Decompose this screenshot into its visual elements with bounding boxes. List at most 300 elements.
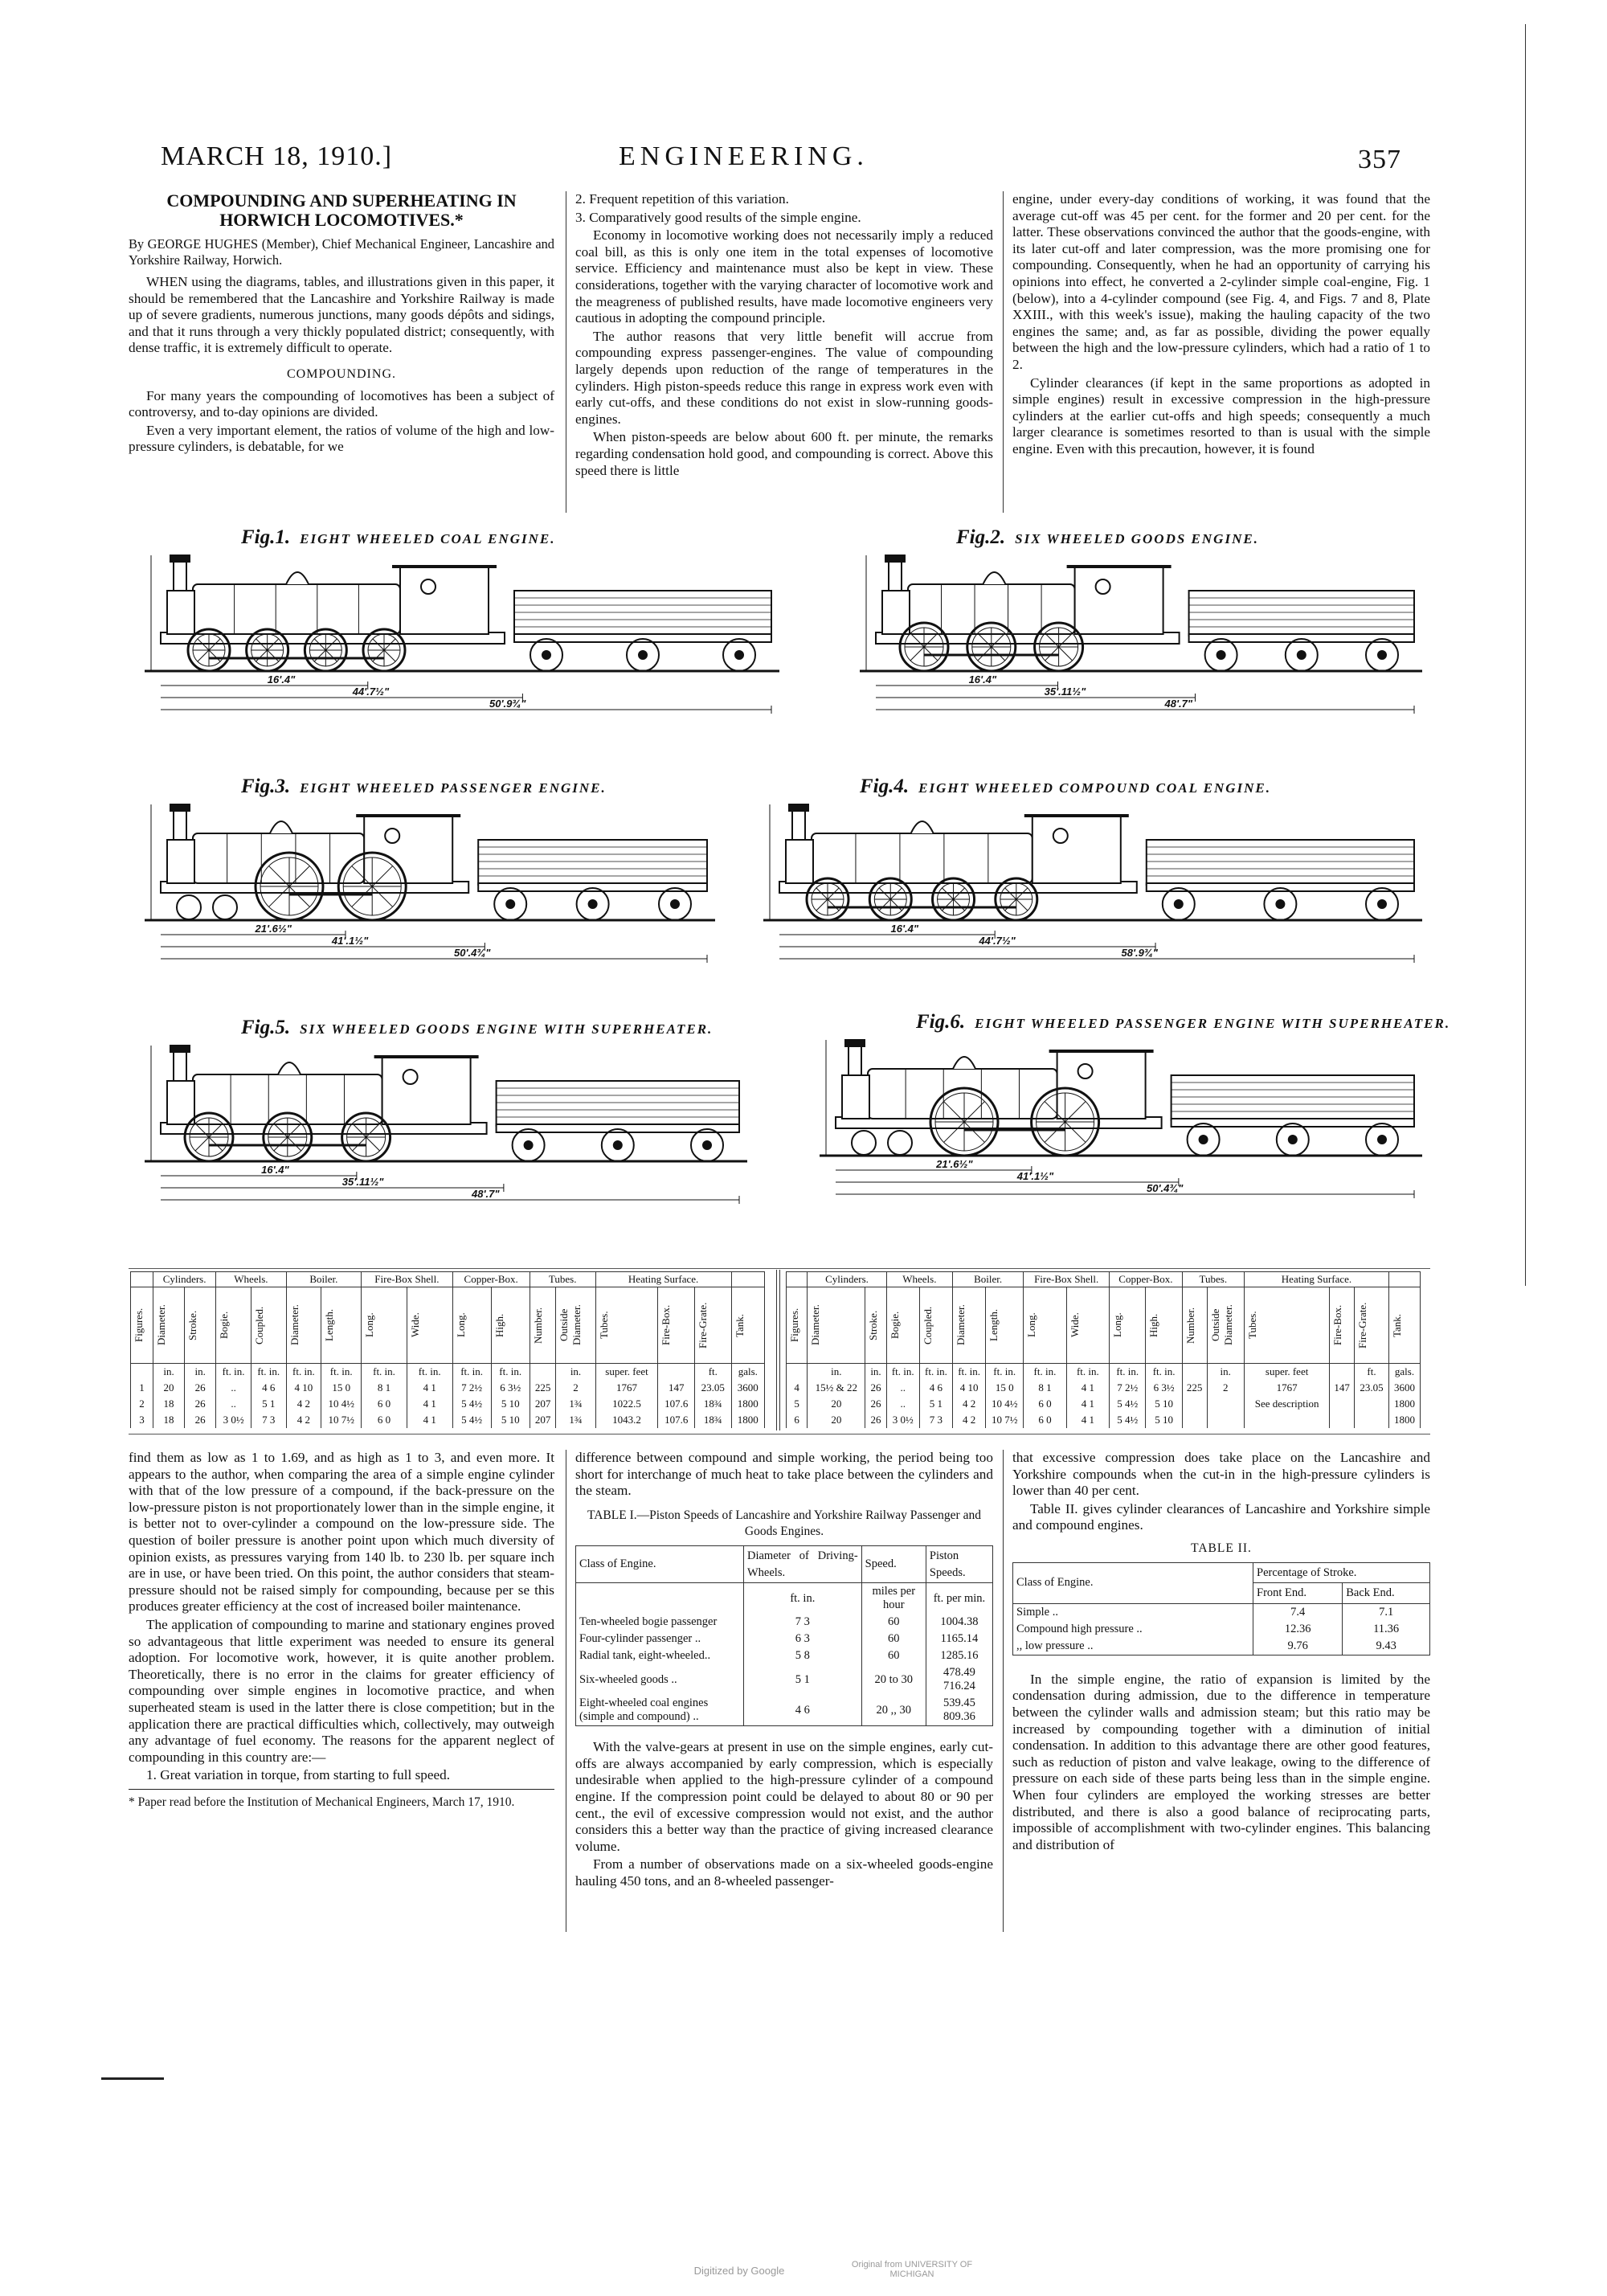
dimension-label: 48'.7" [1164, 698, 1193, 710]
table-group-header: Cylinders. [808, 1272, 886, 1287]
column-6 [1012, 1450, 1430, 1855]
table-cell: 6 3½ [491, 1380, 530, 1396]
table-cell [1355, 1396, 1389, 1412]
article-title: COMPOUNDING AND SUPERHEATING IN HORWICH LOCOMOTIVES.* [166, 190, 517, 230]
table-cell: 60 [861, 1631, 926, 1647]
table-cell: ,, low pressure .. [1013, 1638, 1253, 1655]
column-rule [1003, 1450, 1004, 1932]
table-cell: 478.49 716.24 [926, 1664, 992, 1695]
table-cell: 5 8 [744, 1647, 862, 1664]
table-unit [1182, 1364, 1207, 1381]
table-group-header: Heating Surface. [595, 1272, 731, 1287]
spec-table-right [786, 1271, 1421, 1428]
table-header: Length. [321, 1287, 362, 1364]
table-1-title: TABLE I.—Piston Speeds of Lancashire and Yorkshire Railway Passenger and Goods Engines. [587, 1508, 981, 1539]
table-cell: 23.05 [1355, 1380, 1389, 1396]
figure-caption [956, 526, 1259, 549]
table-group-header: Cylinders. [153, 1272, 215, 1287]
table-cell: 1165.14 [926, 1631, 992, 1647]
figure-caption [241, 776, 607, 798]
table-cell: 1022.5 [595, 1396, 658, 1412]
table-unit [658, 1364, 695, 1381]
table-header: Diameter. [808, 1287, 865, 1364]
table-header: Fire-Box. [658, 1287, 695, 1364]
table-cell: 18¾ [695, 1396, 732, 1412]
table-cell: 5 10 [491, 1412, 530, 1428]
table-row [576, 1695, 993, 1726]
table-cell: 7.4 [1253, 1603, 1343, 1621]
table-cell: 26 [185, 1412, 216, 1428]
table-cell: 7 3 [744, 1614, 862, 1631]
margin-rule [1525, 24, 1526, 1286]
table-cell: 5 1 [919, 1396, 952, 1412]
table-cell: 4 6 [251, 1380, 286, 1396]
table-cell: 4 2 [286, 1396, 321, 1412]
table-row [1013, 1638, 1430, 1655]
table-unit: ft. in. [452, 1364, 491, 1381]
table-header: Coupled. [919, 1287, 952, 1364]
table-cell: 4 1 [1066, 1412, 1109, 1428]
paragraph: In the simple engine, the ratio of expansion is limited by the condensation during admission, due to the difference in temperature between the cylinder walls and admission steam; but this ratio may be increased by compounding together with a diminution of initial condensation. In addition to this advantage there are other good features, such as reduction of piston and valve leakage, owing to the difference of pressure on each side of these parts being less than in the simple engine. When four cylinders are employed the working stresses are better distributed, and there is also a good balance of reciprocating parts, impossible of accomplishment with two-cylinder engines. This balancing and distribution of [1012, 1671, 1430, 1852]
table-header: Tubes. [595, 1287, 658, 1364]
table-cell: 4 6 [919, 1380, 952, 1396]
paragraph: When piston-speeds are below about 600 ft. per minute, the remarks regarding condensation hold good, and compounding is correct. Above this speed there is little [575, 429, 993, 478]
table-cell: 10 4½ [321, 1396, 362, 1412]
table-header: Front End. [1253, 1583, 1343, 1604]
table-cell: 4 2 [953, 1396, 986, 1412]
table-cell: 5 10 [491, 1396, 530, 1412]
table-cell: 15½ & 22 [808, 1380, 865, 1396]
table-cell: 4 6 [744, 1695, 862, 1726]
byline: By GEORGE HUGHES (Member), Chief Mechanical Engineer, Lancashire and Yorkshire Railway, Horwich. [129, 236, 554, 268]
table-cell: 9.76 [1253, 1638, 1343, 1655]
table-header: Class of Engine. [576, 1545, 744, 1582]
table-cell: 26 [185, 1380, 216, 1396]
table-unit [787, 1364, 808, 1381]
table-unit: ft. in. [1146, 1364, 1182, 1381]
paragraph: WHEN using the diagrams, tables, and illustrations given in this paper, it should be remembered that the Lancashire and Yorkshire Railway is made up of severe gradients, numerous junctions, many goods dépôts and sidings, and that it runs through a very thickly populated district; consequently, with dense traffic, it is extremely difficult to operate. [129, 274, 554, 356]
figure-number: Fig.1. [241, 526, 291, 548]
table-2 [1012, 1562, 1430, 1655]
table-cell: 5 4½ [452, 1396, 491, 1412]
table-unit [1330, 1364, 1355, 1381]
column-1 [129, 191, 554, 457]
paragraph: 1. Great variation in torque, from starting to full speed. [146, 1767, 451, 1783]
table-cell: 4 1 [407, 1380, 452, 1396]
table-unit: in. [556, 1364, 595, 1381]
figure-caption [241, 526, 556, 549]
table-unit: ft. in. [919, 1364, 952, 1381]
table-header: Piston Speeds. [926, 1545, 992, 1582]
table-group-header: Copper-Box. [1110, 1272, 1183, 1287]
table-cell: 6 0 [1024, 1396, 1066, 1412]
table-unit: miles per hour [861, 1583, 926, 1615]
table-cell: 5 4½ [1110, 1396, 1146, 1412]
table-cell: Four-cylinder passenger .. [576, 1631, 744, 1647]
table-cell: Compound high pressure .. [1013, 1621, 1253, 1638]
table-unit: ft. in. [953, 1364, 986, 1381]
table-cell: 11.36 [1343, 1621, 1430, 1638]
table-header: Outside Diameter. [1207, 1287, 1244, 1364]
table-cell: .. [886, 1380, 919, 1396]
spec-table [130, 1271, 765, 1428]
dimension-label: 16'.4" [267, 673, 296, 686]
table-header: Back End. [1343, 1583, 1430, 1604]
figure-number: Fig.3. [241, 776, 291, 797]
table-cell: 207 [530, 1396, 556, 1412]
table-cell: 18 [153, 1396, 184, 1412]
table-header: Bogie. [216, 1287, 251, 1364]
table-unit: ft. in. [1066, 1364, 1109, 1381]
table-group-header: Heating Surface. [1244, 1272, 1388, 1287]
table-row [787, 1412, 1421, 1428]
table-cell: 107.6 [658, 1412, 695, 1428]
table-cell: 3 [131, 1412, 153, 1428]
dimension-label: 21'.6½" [255, 923, 292, 935]
dimension-label: 35'.11½" [1044, 686, 1086, 698]
table-header: Wide. [407, 1287, 452, 1364]
table-row [576, 1631, 993, 1647]
figure-title: EIGHT WHEELED PASSENGER ENGINE. [300, 780, 607, 796]
table-row [131, 1412, 765, 1428]
source-watermark: Original from UNIVERSITY OF MICHIGAN [851, 2260, 973, 2279]
table-divider [776, 1270, 780, 1430]
table-unit: gals. [731, 1364, 764, 1381]
locomotive-drawing [860, 550, 1430, 751]
table-unit: ft. [695, 1364, 732, 1381]
table-unit: in. [185, 1364, 216, 1381]
table-cell [1182, 1396, 1207, 1412]
table-cell: 10 7½ [986, 1412, 1024, 1428]
table-unit: super. feet [1244, 1364, 1329, 1381]
table-cell: 6 [787, 1412, 808, 1428]
paragraph: that excessive compression does take place on the Lancashire and Yorkshire compounds when the cut-in in the high-pressure cylinders is lower than 40 per cent. [1012, 1450, 1430, 1499]
table-cell: 6 0 [362, 1396, 407, 1412]
dimension-label: 50'.9¾" [489, 698, 526, 710]
table-cell: 1¾ [556, 1412, 595, 1428]
paragraph: difference between compound and simple working, the period being too short for interchange of much heat to take place between the cylinders and the steam. [575, 1450, 993, 1499]
table-cell: 1004.38 [926, 1614, 992, 1631]
table-cell: 20 [808, 1396, 865, 1412]
table-cell: 225 [1182, 1380, 1207, 1396]
table-cell: 18 [153, 1412, 184, 1428]
table-header: Tank. [731, 1287, 764, 1364]
table-group-header [131, 1272, 153, 1287]
table-cell: 3600 [1389, 1380, 1421, 1396]
table-cell: 5 1 [251, 1396, 286, 1412]
table-header: Diameter. [953, 1287, 986, 1364]
paragraph: With the valve-gears at present in use on the simple engines, early cut-offs are always accompanied by early compression, which is especially undesirable when applied to the high-pressure cylinder of a compound engine. If the compression point could be delayed to about 80 or 90 per cent., the evil of excessive compression would not exist, and the author considers this a better way than the practice of giving increased clearance volume. [575, 1739, 993, 1854]
table-header: Percentage of Stroke. [1253, 1562, 1430, 1583]
table-cell: 1767 [595, 1380, 658, 1396]
table-cell: 20 [808, 1412, 865, 1428]
table-header: Long. [452, 1287, 491, 1364]
table-unit: ft. in. [986, 1364, 1024, 1381]
table-cell: 4 [787, 1380, 808, 1396]
table-cell: 3 0½ [886, 1412, 919, 1428]
table-cell: 6 0 [1024, 1412, 1066, 1428]
table-cell: 18¾ [695, 1412, 732, 1428]
paragraph: For many years the compounding of locomotives has been a subject of controversy, and to-day opinions are divided. [129, 387, 554, 420]
table-cell: 2 [556, 1380, 595, 1396]
table-cell: .. [216, 1380, 251, 1396]
table-cell: 8 1 [362, 1380, 407, 1396]
dimension-label: 35'.11½" [341, 1176, 384, 1188]
table-group-header: Fire-Box Shell. [362, 1272, 452, 1287]
table-group-header: Wheels. [216, 1272, 286, 1287]
figure-number: Fig.2. [956, 526, 1006, 548]
table-header: Speed. [861, 1545, 926, 1582]
table-unit: ft. in. [407, 1364, 452, 1381]
table-unit: ft. in. [1110, 1364, 1146, 1381]
table-cell: 107.6 [658, 1396, 695, 1412]
table-cell [1330, 1396, 1355, 1412]
table-row [576, 1664, 993, 1695]
paragraph: engine, under every-day conditions of working, it was found that the average cut-off was 45 per cent. for the former and 20 per cent. for the latter. These observations convinced the author that the goods-engine, with its later cut-off and later compression, was the more promising one for compounding. Consequently, when he had an opportunity of carrying his opinions into effect, he converted a 2-cylinder simple coal-engine, Fig. 1 (below), into a 4-cylinder compound (see Fig. 4, and Figs. 7 and 8, Plate XXIII., with this week's issue), making the hauling capacity of the two engines the same; and, as far as possible, dividing the power equally between the high and the low-pressure cylinders, which had a ratio of 1 to 2. [1012, 191, 1430, 372]
paragraph: Even a very important element, the ratios of volume of the high and low-pressure cylinders, is debatable, for we [129, 422, 554, 455]
dimension-label: 50'.4¾" [454, 947, 491, 959]
table-unit: ft. in. [886, 1364, 919, 1381]
table-cell: 4 2 [953, 1412, 986, 1428]
table-header: Bogie. [886, 1287, 919, 1364]
figure-caption [241, 1017, 713, 1039]
table-group-header: Boiler. [286, 1272, 362, 1287]
dimension-label: 44'.7½" [979, 935, 1016, 947]
table-header: High. [491, 1287, 530, 1364]
dimension-label: 16'.4" [261, 1164, 289, 1176]
figure-number: Fig.4. [860, 776, 910, 797]
table-unit: ft. in. [491, 1364, 530, 1381]
table-header: Tubes. [1244, 1287, 1329, 1364]
paragraph: 3. Comparatively good results of the simple engine. [575, 209, 861, 225]
table-cell: 26 [865, 1412, 886, 1428]
table-cell: Ten-wheeled bogie passenger [576, 1614, 744, 1631]
table-cell [1355, 1412, 1389, 1428]
figure-title: SIX WHEELED GOODS ENGINE WITH SUPERHEATER. [300, 1021, 714, 1037]
column-4 [129, 1450, 554, 1810]
table-header: Long. [1110, 1287, 1146, 1364]
table-cell: 2 [131, 1396, 153, 1412]
table-header: Diameter. [286, 1287, 321, 1364]
table-cell: 1767 [1244, 1380, 1329, 1396]
table-cell: 5 10 [1146, 1396, 1182, 1412]
table-group-header: Wheels. [886, 1272, 952, 1287]
table-cell: 6 3½ [1146, 1380, 1182, 1396]
table-cell: 1800 [1389, 1396, 1421, 1412]
table-cell: 60 [861, 1614, 926, 1631]
table-header: Fire-Grate. [1355, 1287, 1389, 1364]
table-unit: ft. in. [362, 1364, 407, 1381]
digitized-watermark: Digitized by Google [693, 2265, 785, 2277]
dimension-label: 21'.6½" [936, 1158, 973, 1170]
table-unit: ft. [1355, 1364, 1389, 1381]
column-rule [1003, 191, 1004, 513]
locomotive-drawing [145, 800, 723, 1001]
figure-title: EIGHT WHEELED COAL ENGINE. [300, 531, 556, 546]
table-cell: 7 3 [919, 1412, 952, 1428]
table-header: Wide. [1066, 1287, 1109, 1364]
table-cell: 20 to 30 [861, 1664, 926, 1695]
table-row [576, 1614, 993, 1631]
table-unit: ft. in. [286, 1364, 321, 1381]
table-unit [530, 1364, 556, 1381]
locomotive-drawing [763, 800, 1430, 1001]
table-1 [575, 1545, 993, 1726]
table-row [787, 1380, 1421, 1396]
dimension-label: 41'.1½" [331, 935, 369, 947]
table-cell [1182, 1412, 1207, 1428]
table-cell: 5 4½ [1110, 1412, 1146, 1428]
column-5 [575, 1450, 993, 1892]
figure-title: EIGHT WHEELED COMPOUND COAL ENGINE. [918, 780, 1271, 796]
table-cell: 1¾ [556, 1396, 595, 1412]
table-group-header [1389, 1272, 1421, 1287]
table-header: Long. [362, 1287, 407, 1364]
table-cell: 4 10 [953, 1380, 986, 1396]
dimension-label: 58'.9¾" [1121, 947, 1158, 959]
table-cell: 5 4½ [452, 1412, 491, 1428]
table-cell: 15 0 [986, 1380, 1024, 1396]
table-header: Fire-Box. [1330, 1287, 1355, 1364]
table-group-header: Tubes. [1182, 1272, 1244, 1287]
dimension-label: 16'.4" [890, 923, 919, 935]
table-cell: 4 1 [1066, 1380, 1109, 1396]
table-rule [129, 1268, 1430, 1269]
paragraph: Cylinder clearances (if kept in the same proportions as adopted in simple engines) result in excessive compression in the high-pressure cylinders at the earlier cut-offs and high speeds; consequently a much larger clearance is sometimes resorted to than is usual with the simple engine. Even with this precaution, however, it is found [1012, 374, 1430, 456]
table-header: Outside Diameter. [556, 1287, 595, 1364]
table-cell: 3600 [731, 1380, 764, 1396]
table-row [131, 1396, 765, 1412]
table-cell: 1043.2 [595, 1412, 658, 1428]
table-cell: 7 3 [251, 1412, 286, 1428]
table-group-header [787, 1272, 808, 1287]
table-cell: 1800 [731, 1396, 764, 1412]
table-cell: 20 ,, 30 [861, 1695, 926, 1726]
table-cell: 207 [530, 1412, 556, 1428]
journal-title: ENGINEERING. [619, 141, 869, 171]
table-cell: 5 [787, 1396, 808, 1412]
table-unit: ft. in. [744, 1583, 862, 1615]
table-2-title: TABLE II. [1191, 1541, 1252, 1555]
table-unit: ft. in. [321, 1364, 362, 1381]
table-cell: 1285.16 [926, 1647, 992, 1664]
dimension-label: 50'.4¾" [1147, 1182, 1184, 1194]
table-header: Tank. [1389, 1287, 1421, 1364]
table-cell: 12.36 [1253, 1621, 1343, 1638]
table-cell: 8 1 [1024, 1380, 1066, 1396]
table-cell: Eight-wheeled coal engines (simple and compound) .. [576, 1695, 744, 1726]
table-cell [1207, 1412, 1244, 1428]
table-row [576, 1647, 993, 1664]
table-cell: 7 2½ [452, 1380, 491, 1396]
table-cell: 1800 [731, 1412, 764, 1428]
column-2 [575, 191, 993, 481]
spec-table [786, 1271, 1421, 1428]
table-header: Number. [1182, 1287, 1207, 1364]
table-header: Coupled. [251, 1287, 286, 1364]
table-header: Figures. [131, 1287, 153, 1364]
table-header: Figures. [787, 1287, 808, 1364]
table-cell: 60 [861, 1647, 926, 1664]
table-cell: 4 2 [286, 1412, 321, 1428]
table-cell: 539.45 809.36 [926, 1695, 992, 1726]
table-cell: 26 [185, 1396, 216, 1412]
table-cell: 5 10 [1146, 1412, 1182, 1428]
table-cell: 23.05 [695, 1380, 732, 1396]
table-cell: 15 0 [321, 1380, 362, 1396]
table-header: Stroke. [185, 1287, 216, 1364]
table-unit: ft. per min. [926, 1583, 992, 1615]
dimension-label: 44'.7½" [352, 686, 390, 698]
table-cell: 20 [153, 1380, 184, 1396]
figure-number: Fig.5. [241, 1017, 291, 1038]
table-cell: 9.43 [1343, 1638, 1430, 1655]
table-header: High. [1146, 1287, 1182, 1364]
paragraph: Economy in locomotive working does not necessarily imply a reduced coal bill, as this is only one item in the total expenses of locomotive service. Efficiency and maintenance must also be kept in view. These considerations, together with the varying character of locomotive work and the meagreness of published results, have made locomotive engineers very cautious in adopting the compound principle. [575, 227, 993, 326]
table-group-header: Copper-Box. [452, 1272, 530, 1287]
table-cell: 6 0 [362, 1412, 407, 1428]
table-cell: 7.1 [1343, 1603, 1430, 1621]
figure-number: Fig.6. [916, 1011, 966, 1033]
dimension-label: 48'.7" [472, 1188, 500, 1200]
table-cell [1244, 1412, 1329, 1428]
table-unit: super. feet [595, 1364, 658, 1381]
table-group-header: Boiler. [953, 1272, 1024, 1287]
paragraph: The application of compounding to marine and stationary engines proved so advantageous that little experiment was needed to ensure its general adoption. For locomotive work, however, it is quite another problem. Theoretically, there is no error in the claims for greater efficiency of compounding over simple engines in locomotive practice, and when superheated steam is used in the latter there is close competition; but in the application there are practical difficulties which, collectively, may outweigh any advantage of fuel economy. The reasons for the apparent neglect of compounding in this country are:— [129, 1616, 554, 1765]
table-unit: in. [153, 1364, 184, 1381]
table-group-header: Tubes. [530, 1272, 595, 1287]
table-cell: .. [216, 1396, 251, 1412]
table-header: Class of Engine. [1013, 1562, 1253, 1603]
table-group-header: Fire-Box Shell. [1024, 1272, 1110, 1287]
table-unit [576, 1583, 744, 1615]
table-unit: ft. in. [251, 1364, 286, 1381]
table-cell: 4 10 [286, 1380, 321, 1396]
table-header: Number. [530, 1287, 556, 1364]
table-cell: Six-wheeled goods .. [576, 1664, 744, 1695]
table-group-header [731, 1272, 764, 1287]
table-cell: 3 0½ [216, 1412, 251, 1428]
table-cell: 1 [131, 1380, 153, 1396]
paragraph: 2. Frequent repetition of this variation. [575, 191, 789, 207]
table-cell: 4 1 [407, 1412, 452, 1428]
paragraph: find them as low as 1 to 1.69, and as high as 1 to 3, and even more. It appears to the author, when comparing the area of a simple engine cylinder with that of the low pressure of a compound, if the back-pressure on the low-pressure piston is not proportionately lower than in the simple engine, it is better not to over-cylinder a compound on the low-pressure side. The question of boiler pressure is another point upon which much diversity of opinion exists, as pressures varying from 140 lb. to 230 lb. per square inch are in use, or have been tried. On this point, the author considers that steam-pressure should not be raised simply for compounding, because per se this produces greater efficiency at the cost of increased boiler maintenance. [129, 1450, 554, 1615]
table-cell: 147 [658, 1380, 695, 1396]
table-cell: 7 2½ [1110, 1380, 1146, 1396]
table-row [787, 1396, 1421, 1412]
table-header: Fire-Grate. [695, 1287, 732, 1364]
figure-caption [860, 776, 1271, 798]
table-cell: 26 [865, 1396, 886, 1412]
page-number: 357 [1358, 145, 1401, 174]
table-unit: ft. in. [216, 1364, 251, 1381]
table-unit: in. [1207, 1364, 1244, 1381]
ink-mark [101, 2077, 164, 2080]
table-row [1013, 1621, 1430, 1638]
table-header: Long. [1024, 1287, 1066, 1364]
figure-title: EIGHT WHEELED PASSENGER ENGINE WITH SUPERHEATER. [975, 1016, 1451, 1031]
table-cell: Simple .. [1013, 1603, 1253, 1621]
table-row [1013, 1603, 1430, 1621]
dimension-label: 16'.4" [968, 673, 997, 686]
running-date: MARCH 18, 1910.] [161, 141, 393, 171]
table-cell: 225 [530, 1380, 556, 1396]
figure-caption [916, 1011, 1450, 1033]
footnote: * Paper read before the Institution of Mechanical Engineers, March 17, 1910. [129, 1789, 554, 1810]
column-3 [1012, 191, 1430, 460]
table-cell: 10 7½ [321, 1412, 362, 1428]
figure-title: SIX WHEELED GOODS ENGINE. [1015, 531, 1259, 546]
